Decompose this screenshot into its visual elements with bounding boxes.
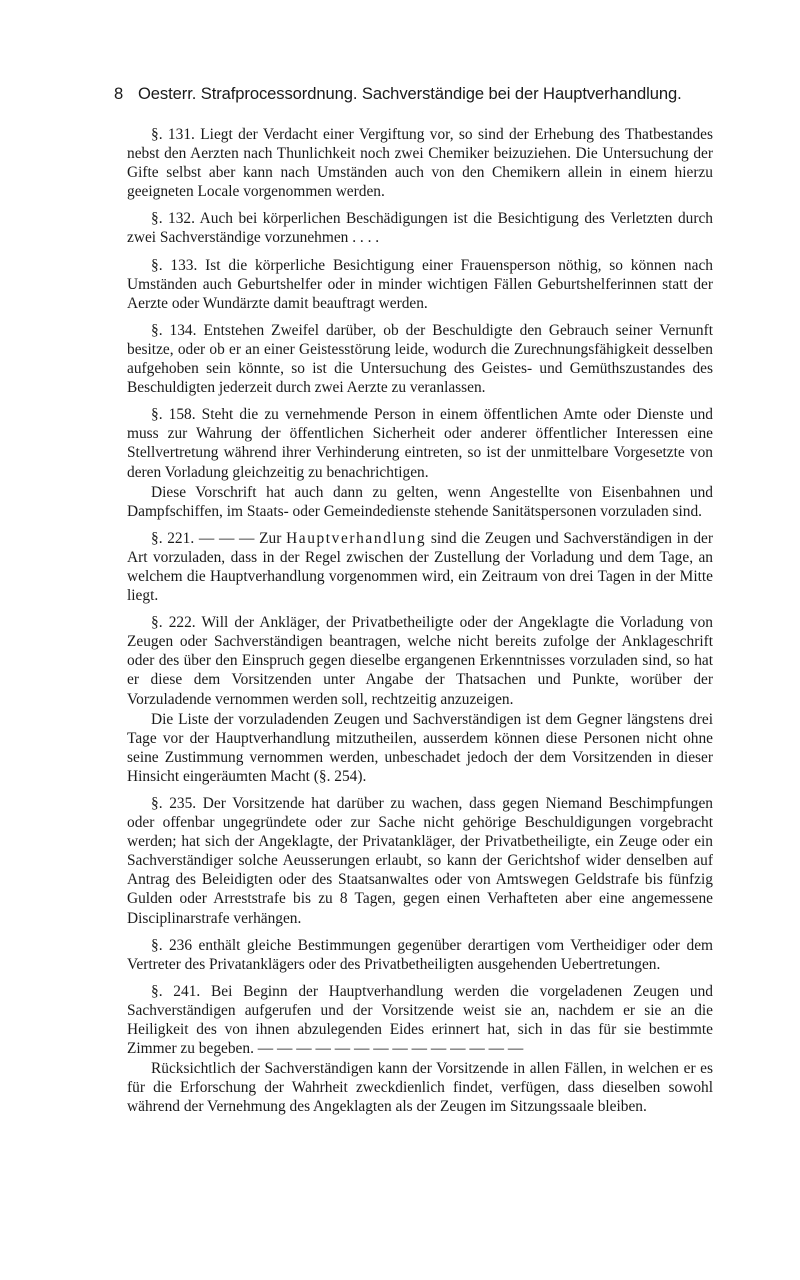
paragraph-221-emphasis: Hauptverhandlung <box>286 529 427 547</box>
paragraph-131: §. 131. Liegt der Verdacht einer Vergiftung vor, so sind der Erhebung des Thatbestandes nebst den Aerzten nach Thunlichkeit noch zwei Chemiker beizuziehen. Die Untersuchung der Gifte selbst aber kann nach Umständen auch von den Chemikern allein in einem hierzu geeigneten Locale vorgenommen werden. <box>127 126 713 201</box>
running-head-title: Oesterr. Strafprocessordnung. Sachverständige bei der Hauptverhandlung. <box>138 84 682 103</box>
paragraph-222-continuation: Die Liste der vorzuladenden Zeugen und Sachverständigen ist dem Gegner längstens drei Tage vor der Hauptverhandlung mitzutheilen, ausserdem können diese Personen nicht ohne seine Zustimmung vernommen werden, unbeschadet jedoch der dem Vorsitzenden in dieser Hinsicht eingeräumten Macht (§. 254). <box>127 710 713 785</box>
paragraph-221-lead: §. 221. — — — Zur <box>151 529 282 547</box>
paragraph-236: §. 236 enthält gleiche Bestimmungen gegenüber derartigen vom Vertheidiger oder dem Vertreter des Privatanklägers oder des Privatbetheiligten ausgehenden Uebertretungen. <box>127 936 713 973</box>
paragraph-221 <box>127 529 713 605</box>
paragraph-158-continuation: Diese Vorschrift hat auch dann zu gelten, wenn Angestellte von Eisenbahnen und Dampfschiffen, im Staats- oder Gemeindedienste stehende Sanitätspersonen vorzuladen sind. <box>127 483 713 520</box>
paragraph-235: §. 235. Der Vorsitzende hat darüber zu wachen, dass gegen Niemand Beschimpfungen oder offenbar ungegründete oder zur Sache nicht gehörige Beschuldigungen vorgebracht werden; hat sich der Angeklagte, der Privatankläger, der Privatbetheiligte, ein Zeuge oder ein Sachverständiger solche Aeusserungen erlaubt, so kann der Gerichtshof wider denselben auf Antrag des Beleidigten oder des Staatsanwaltes oder von Amtswegen Geldstrafe bis fünfzig Gulden oder Arreststrafe bis zu 8 Tagen, gegen einen Verhafteten aber eine angemessene Disciplinarstrafe verhängen. <box>127 795 713 927</box>
paragraph-158: §. 158. Steht die zu vernehmende Person in einem öffentlichen Amte oder Dienste und muss zur Wahrung der öffentlichen Sicherheit oder anderer öffentlicher Interessen eine Stellvertretung während ihrer Verhinderung eintreten, so ist der unmittelbare Vorgesetzte von deren Vorladung gleichzeitig zu benachrichtigen. <box>127 406 713 481</box>
paragraph-241: §. 241. Bei Beginn der Hauptverhandlung werden die vorgeladenen Zeugen und Sachverständigen aufgerufen und der Vorsitzende weist sie an, nachdem er sie an die Heiligkeit des von ihnen abzulegenden Eides erinnert hat, sich in das für sie bestimmte Zimmer zu begeben. — — — — — — — — — — — — — — <box>127 982 713 1058</box>
paragraph-134: §. 134. Entstehen Zweifel darüber, ob der Beschuldigte den Gebrauch seiner Vernunft besitze, oder ob er an einer Geistesstörung leide, wodurch die Zurechnungsfähigkeit desselben aufgehoben sein könnte, so ist die Untersuchung des Geistes- und Gemüthszustandes des Beschuldigten jederzeit durch zwei Aerzte zu veranlassen. <box>127 321 713 397</box>
paragraph-221-rest: sind die Zeugen und Sachverständigen in der Art vorzuladen, dass in der Regel zwischen der Zustellung der Vorladung und dem Tage, an welchem die Hauptverhandlung vorgenommen wird, ein Zeitraum von drei Tagen in der Mitte liegt. <box>127 529 713 605</box>
body-text <box>127 125 713 1117</box>
paragraph-132: §. 132. Auch bei körperlichen Beschädigungen ist die Besichtigung des Verletzten durch zwei Sachverständige vorzunehmen . . . . <box>127 210 713 247</box>
page-number: 8 <box>114 84 124 103</box>
running-head <box>114 84 714 106</box>
paragraph-241-continuation: Rücksichtlich der Sachverständigen kann der Vorsitzende in allen Fällen, in welchen er es für die Erforschung der Wahrheit zweckdienlich findet, verfügen, dass dieselben sowohl während der Vernehmung des Angeklagten als der Zeugen im Sitzungssaale bleiben. <box>127 1060 713 1116</box>
paragraph-133: §. 133. Ist die körperliche Besichtigung einer Frauensperson nöthig, so können nach Umständen auch Geburtshelfer oder in minder wichtigen Fällen Geburtshelferinnen statt der Aerzte oder Wundärzte damit beauftragt werden. <box>127 256 713 312</box>
paragraph-222: §. 222. Will der Ankläger, der Privatbetheiligte oder der Angeklagte die Vorladung von Zeugen oder Sachverständigen beantragen, welche nicht bereits zufolge der Anklageschrift oder des über den Einspruch gegen dieselbe ergangenen Erkenntnisses vorzuladen sind, so hat er diese dem Vorsitzenden unter Angabe der Thatsachen und Punkte, worüber der Vorzuladende vernommen werden soll, rechtzeitig anzuzeigen. <box>127 614 713 708</box>
